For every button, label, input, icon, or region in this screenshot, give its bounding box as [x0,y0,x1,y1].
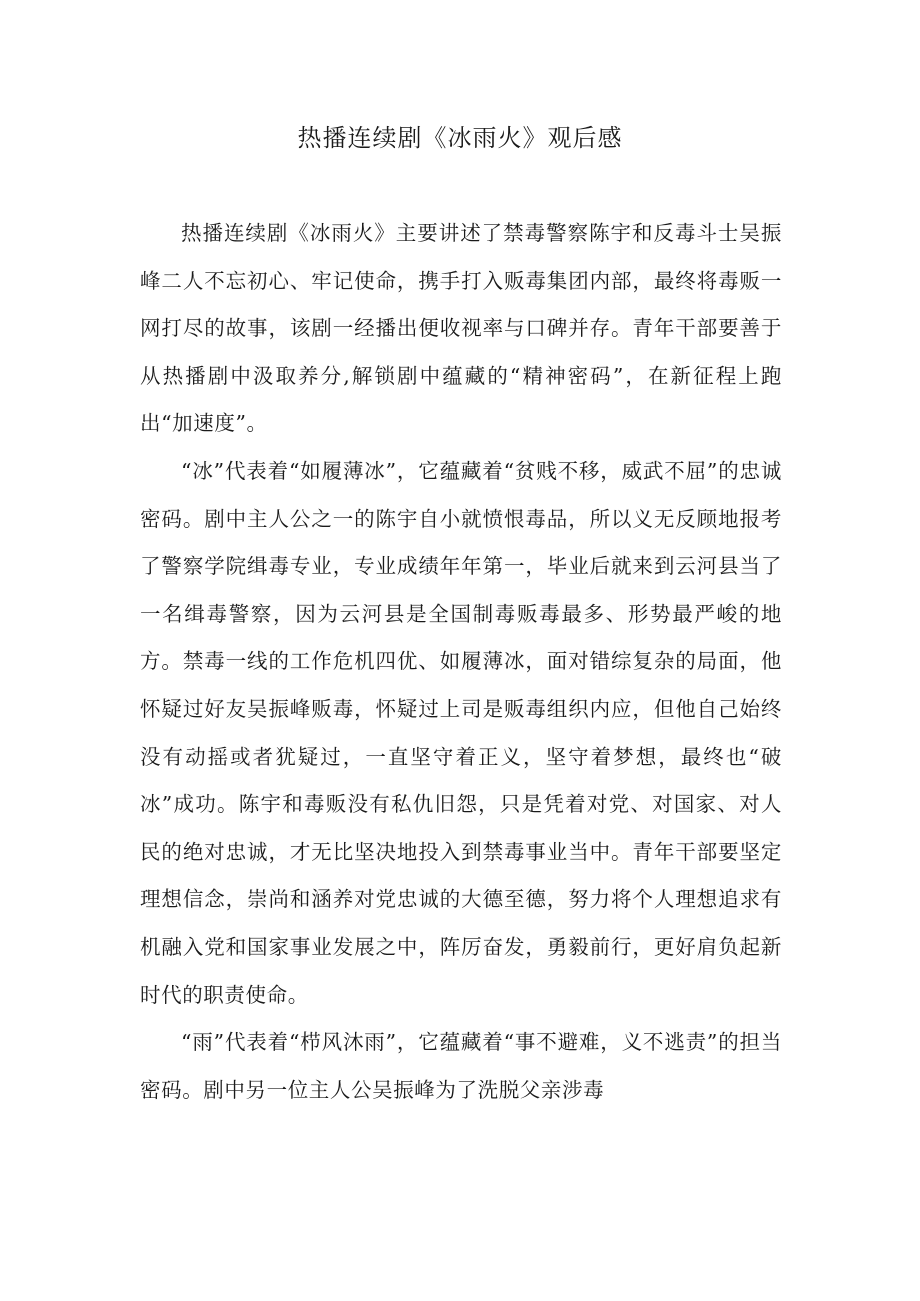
paragraph-rain: “雨”代表着“栉风沐雨”，它蕴藏着“事不避难，义不逃责”的担当密码。剧中另一位主人公吴振峰为了洗脱父亲涉毒 [140,1030,782,1102]
paragraph-intro: 热播连续剧《冰雨火》主要讲述了禁毒警察陈宇和反毒斗士吴振峰二人不忘初心、牢记使命，携手打入贩毒集团内部，最终将毒贩一网打尽的故事，该剧一经播出便收视率与口碑并存。青年干部要善于从热播剧中汲取养分,解锁剧中蕴藏的“精神密码”，在新征程上跑出“加速度”。 [140,221,782,436]
paragraph-ice: “冰”代表着“如履薄冰”，它蕴藏着“贫贱不移，威武不屈”的忠诚密码。剧中主人公之一的陈宇自小就愤恨毒品，所以义无反顾地报考了警察学院缉毒专业，专业成绩年年第一，毕业后就来到云河县当了一名缉毒警察，因为云河县是全国制毒贩毒最多、形势最严峻的地方。禁毒一线的工作危机四优、如履薄冰，面对错综复杂的局面，他怀疑过好友吴振峰贩毒，怀疑过上司是贩毒组织内应，但他自己始终没有动摇或者犹疑过，一直坚守着正义，坚守着梦想，最终也“破冰”成功。陈宇和毒贩没有私仇旧怨，只是凭着对党、对国家、对人民的绝对忠诚，才无比坚决地投入到禁毒事业当中。青年干部要坚定理想信念，崇尚和涵养对党忠诚的大德至德，努力将个人理想追求有机融入党和国家事业发展之中，阵厉奋发，勇毅前行，更好肩负起新时代的职责使命。 [140,458,782,1007]
document-title: 热播连续剧《冰雨火》观后感 [297,124,623,152]
document-body [140,210,782,1114]
